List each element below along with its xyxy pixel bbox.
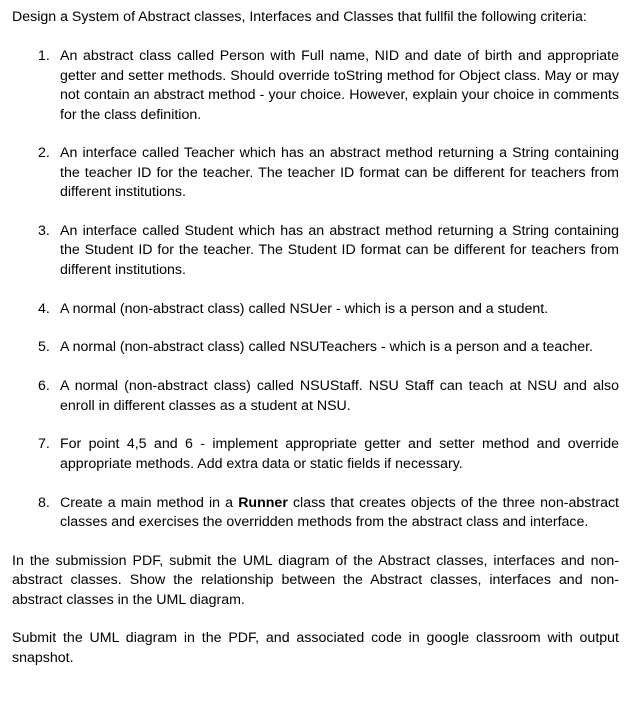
item-number: 5. bbox=[38, 339, 50, 356]
list-item bbox=[12, 338, 619, 357]
item-number: 7. bbox=[38, 436, 50, 453]
item-text: An interface called Student which has an abstract method returning a String containing the Student ID for the teacher. The Student ID format can be different for teachers from different institutions. bbox=[60, 223, 619, 278]
item-text: For point 4,5 and 6 - implement appropriate getter and setter method and override appropriate methods. Add extra data or static fields if necessary. bbox=[60, 436, 619, 472]
item-number: 2. bbox=[38, 145, 50, 162]
runner-class-name: Runner bbox=[238, 494, 288, 511]
item-number: 1. bbox=[38, 48, 50, 65]
list-item bbox=[12, 494, 619, 533]
list-item bbox=[12, 47, 619, 125]
item-text: A normal (non-abstract class) called NSUer - which is a person and a student. bbox=[60, 300, 549, 317]
list-item bbox=[12, 435, 619, 474]
item-number: 3. bbox=[38, 223, 50, 240]
item-text: A normal (non-abstract class) called NSUStaff. NSU Staff can teach at NSU and also enroll in different classes as a student at NSU. bbox=[60, 378, 619, 414]
item-number: 6. bbox=[38, 378, 50, 395]
intro-text: Design a System of Abstract classes, Interfaces and Classes that fullfil the following criteria: bbox=[12, 9, 587, 25]
criteria-list bbox=[12, 47, 619, 532]
item-text: A normal (non-abstract class) called NSUTeachers - which is a person and a teacher. bbox=[60, 339, 594, 356]
list-item bbox=[12, 377, 619, 416]
list-item bbox=[12, 222, 619, 280]
list-item bbox=[12, 300, 619, 319]
item-number: 4. bbox=[38, 300, 50, 317]
item-number: 8. bbox=[38, 494, 50, 511]
submission-note: In the submission PDF, submit the UML diagram of the Abstract classes, interfaces and non-abstract classes. Show the relationship between the Abstract classes, interfaces and non-abstract classes in the UML diagram. bbox=[12, 552, 619, 608]
item-text: An abstract class called Person with Full name, NID and date of birth and appropriate getter and setter methods. Should override toString method for Object class. May or may not contain an abstract method - your choice. However, explain your choice in comments for the class definition. bbox=[60, 48, 619, 123]
item-text: Create a main method in a Runner class that creates objects of the three non-abstract classes and exercises the overridden methods from the abstract class and interface. bbox=[60, 494, 619, 531]
final-note: Submit the UML diagram in the PDF, and associated code in google classroom with output snapshot. bbox=[12, 630, 619, 666]
list-item bbox=[12, 144, 619, 202]
item-text: An interface called Teacher which has an abstract method returning a String containing the teacher ID for the teacher. The teacher ID format can be different for teachers from different institutions. bbox=[60, 145, 619, 201]
